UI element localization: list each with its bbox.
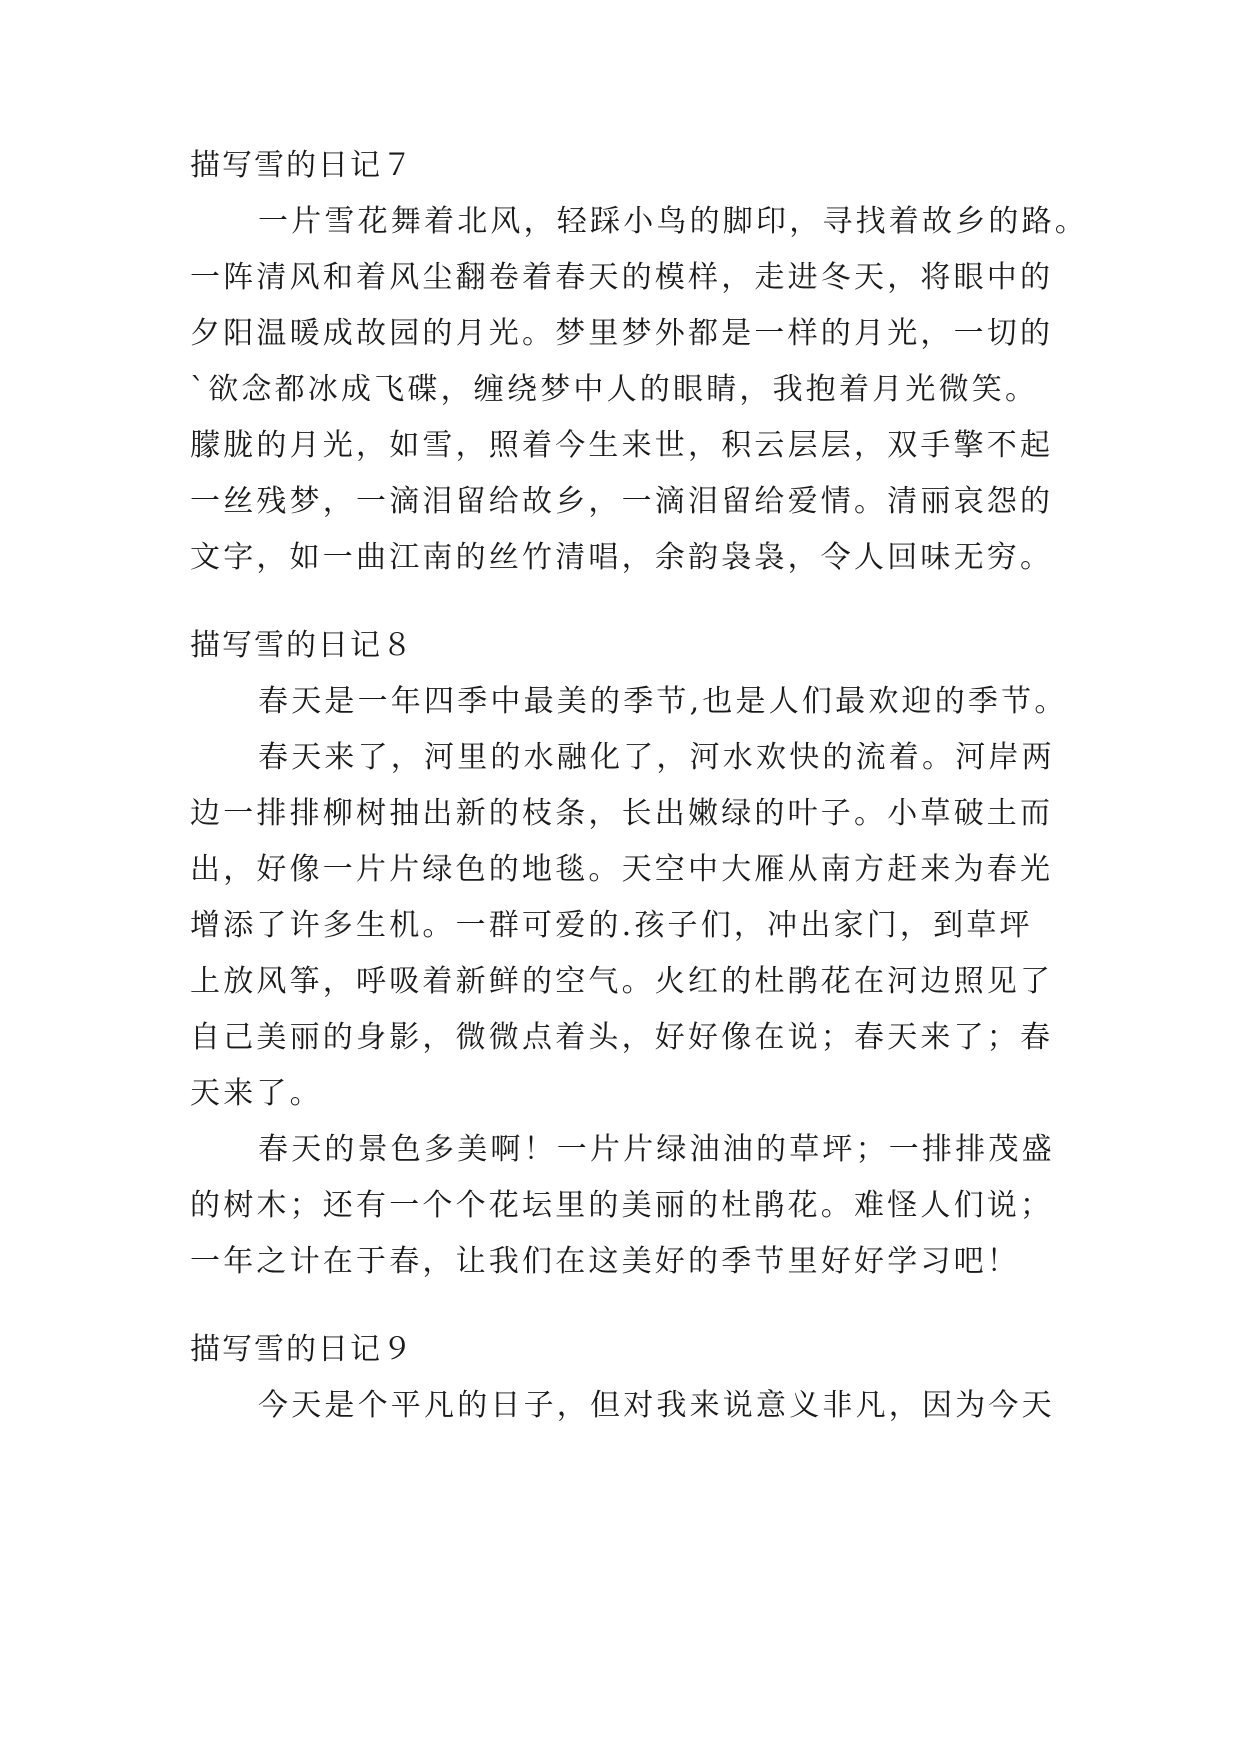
section-7-line-3: 夕阳温暖成故园的月光。梦里梦外都是一样的月光，一切的 <box>190 316 1054 351</box>
section-8-line-11: 一年之计在于春，让我们在这美好的季节里好好学习吧！ <box>190 1244 1020 1279</box>
section-9-title: 描写雪的日记９ <box>190 1332 414 1367</box>
section-8-line-4: 出，好像一片片绿色的地毯。天空中大雁从南方赶来为春光 <box>190 852 1054 887</box>
section-8-line-1: 春天是一年四季中最美的季节,也是人们最欢迎的季节。 <box>258 684 1068 719</box>
section-7-line-4: `欲念都冰成飞碟，缠绕梦中人的眼睛，我抱着月光微笑。 <box>190 372 1039 407</box>
section-7-line-7: 文字，如一曲江南的丝竹清唱，余韵袅袅，令人回味无穷。 <box>190 540 1054 575</box>
section-7-title: 描写雪的日记７ <box>190 148 414 183</box>
section-8-line-7: 自己美丽的身影，微微点着头，好好像在说；春天来了；春 <box>190 1020 1054 1055</box>
section-8-line-10: 的树木；还有一个个花坛里的美丽的杜鹃花。难怪人们说； <box>190 1188 1054 1223</box>
section-7-line-2: 一阵清风和着风尘翻卷着春天的模样，走进冬天，将眼中的 <box>190 260 1054 295</box>
section-8-line-9: 春天的景色多美啊！一片片绿油油的草坪；一排排茂盛 <box>258 1132 1055 1167</box>
section-7-line-5: 朦胧的月光，如雪，照着今生来世，积云层层，双手擎不起 <box>190 428 1054 463</box>
section-7-line-6: 一丝残梦，一滴泪留给故乡，一滴泪留给爱情。清丽哀怨的 <box>190 484 1054 519</box>
section-7-line-1: 一片雪花舞着北风，轻踩小鸟的脚印，寻找着故乡的路。 <box>258 204 1088 239</box>
section-9-line-1: 今天是个平凡的日子，但对我来说意义非凡，因为今天 <box>258 1388 1055 1423</box>
section-8-line-8: 天来了。 <box>190 1076 323 1111</box>
section-8-line-2: 春天来了，河里的水融化了，河水欢快的流着。河岸两 <box>258 740 1055 775</box>
section-8-line-6: 上放风筝，呼吸着新鲜的空气。火红的杜鹃花在河边照见了 <box>190 964 1054 999</box>
section-8-line-5: 增添了许多生机。一群可爱的.孩子们，冲出家门，到草坪 <box>190 908 1033 943</box>
section-8-line-3: 边一排排柳树抽出新的枝条，长出嫩绿的叶子。小草破土而 <box>190 796 1054 831</box>
section-8-title: 描写雪的日记８ <box>190 628 414 663</box>
